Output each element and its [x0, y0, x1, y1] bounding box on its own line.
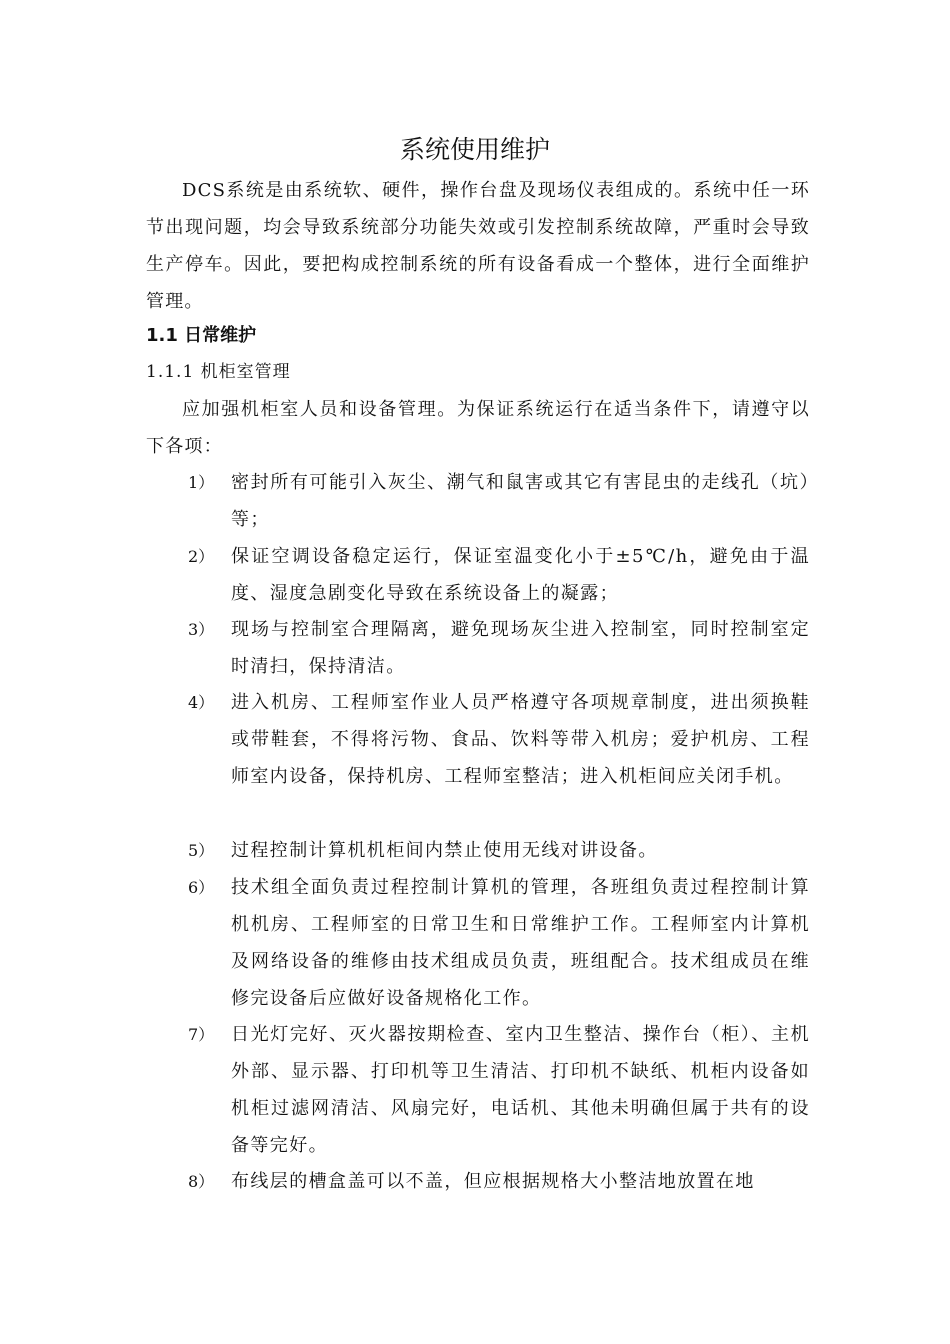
list-item-number: 5） — [188, 841, 215, 860]
list-item-text: 保证空调设备稳定运行，保证室温变化小于±5℃/h，避免由于温度、湿度急剧变化导致在系统设备上的凝露； — [231, 546, 810, 604]
subsection-intro-paragraph: 应加强机柜室人员和设备管理。为保证系统运行在适当条件下，请遵守以下各项： — [146, 399, 810, 457]
list-item-number: 3） — [188, 620, 215, 639]
list-item-number: 2） — [188, 547, 215, 566]
list-item-text: 进入机房、工程师室作业人员严格遵守各项规章制度，进出须换鞋或带鞋套，不得将污物、食品、饮料等带入机房；爱护机房、工程师室内设备，保持机房、工程师室整洁；进入机柜间应关闭手机。 — [231, 692, 810, 787]
document-title: 系统使用维护 — [399, 135, 550, 164]
list-item-text: 现场与控制室合理隔离，避免现场灰尘进入控制室，同时控制室定时清扫，保持清洁。 — [231, 619, 810, 677]
list-item-text: 过程控制计算机机柜间内禁止使用无线对讲设备。 — [231, 840, 658, 861]
list-item-text: 日光灯完好、灭火器按期检查、室内卫生整洁、操作台（柜）、主机外部、显示器、打印机等卫生清洁、打印机不缺纸、机柜内设备如机柜过滤网清洁、风扇完好，电话机、其他未明确但属于共有的设备等完好。 — [231, 1024, 810, 1156]
intro-paragraph: DCS系统是由系统软、硬件，操作台盘及现场仪表组成的。系统中任一环节出现问题，均会导致系统部分功能失效或引发控制系统故障，严重时会导致生产停车。因此，要把构成控制系统的所有设备看成一个整体，进行全面维护管理。 — [146, 180, 810, 312]
list-item-number: 1） — [188, 473, 215, 492]
list-item-text: 技术组全面负责过程控制计算机的管理，各班组负责过程控制计算机机房、工程师室的日常卫生和日常维护工作。工程师室内计算机及网络设备的维修由技术组成员负责，班组配合。技术组成员在维修完设备后应做好设备规格化工作。 — [231, 877, 810, 1009]
subsection-heading: 1.1.1 机柜室管理 — [146, 362, 291, 382]
section-heading: 1.1 日常维护 — [146, 325, 257, 346]
list-item-text: 密封所有可能引入灰尘、潮气和鼠害或其它有害昆虫的走线孔（坑）等； — [231, 472, 810, 530]
list-item-number: 6） — [188, 878, 215, 897]
list-item-number: 8） — [188, 1172, 215, 1191]
list-item-number: 4） — [188, 693, 215, 712]
list-item-text: 布线层的槽盒盖可以不盖，但应根据规格大小整洁地放置在地 — [231, 1171, 755, 1192]
list-item-number: 7） — [188, 1025, 215, 1044]
